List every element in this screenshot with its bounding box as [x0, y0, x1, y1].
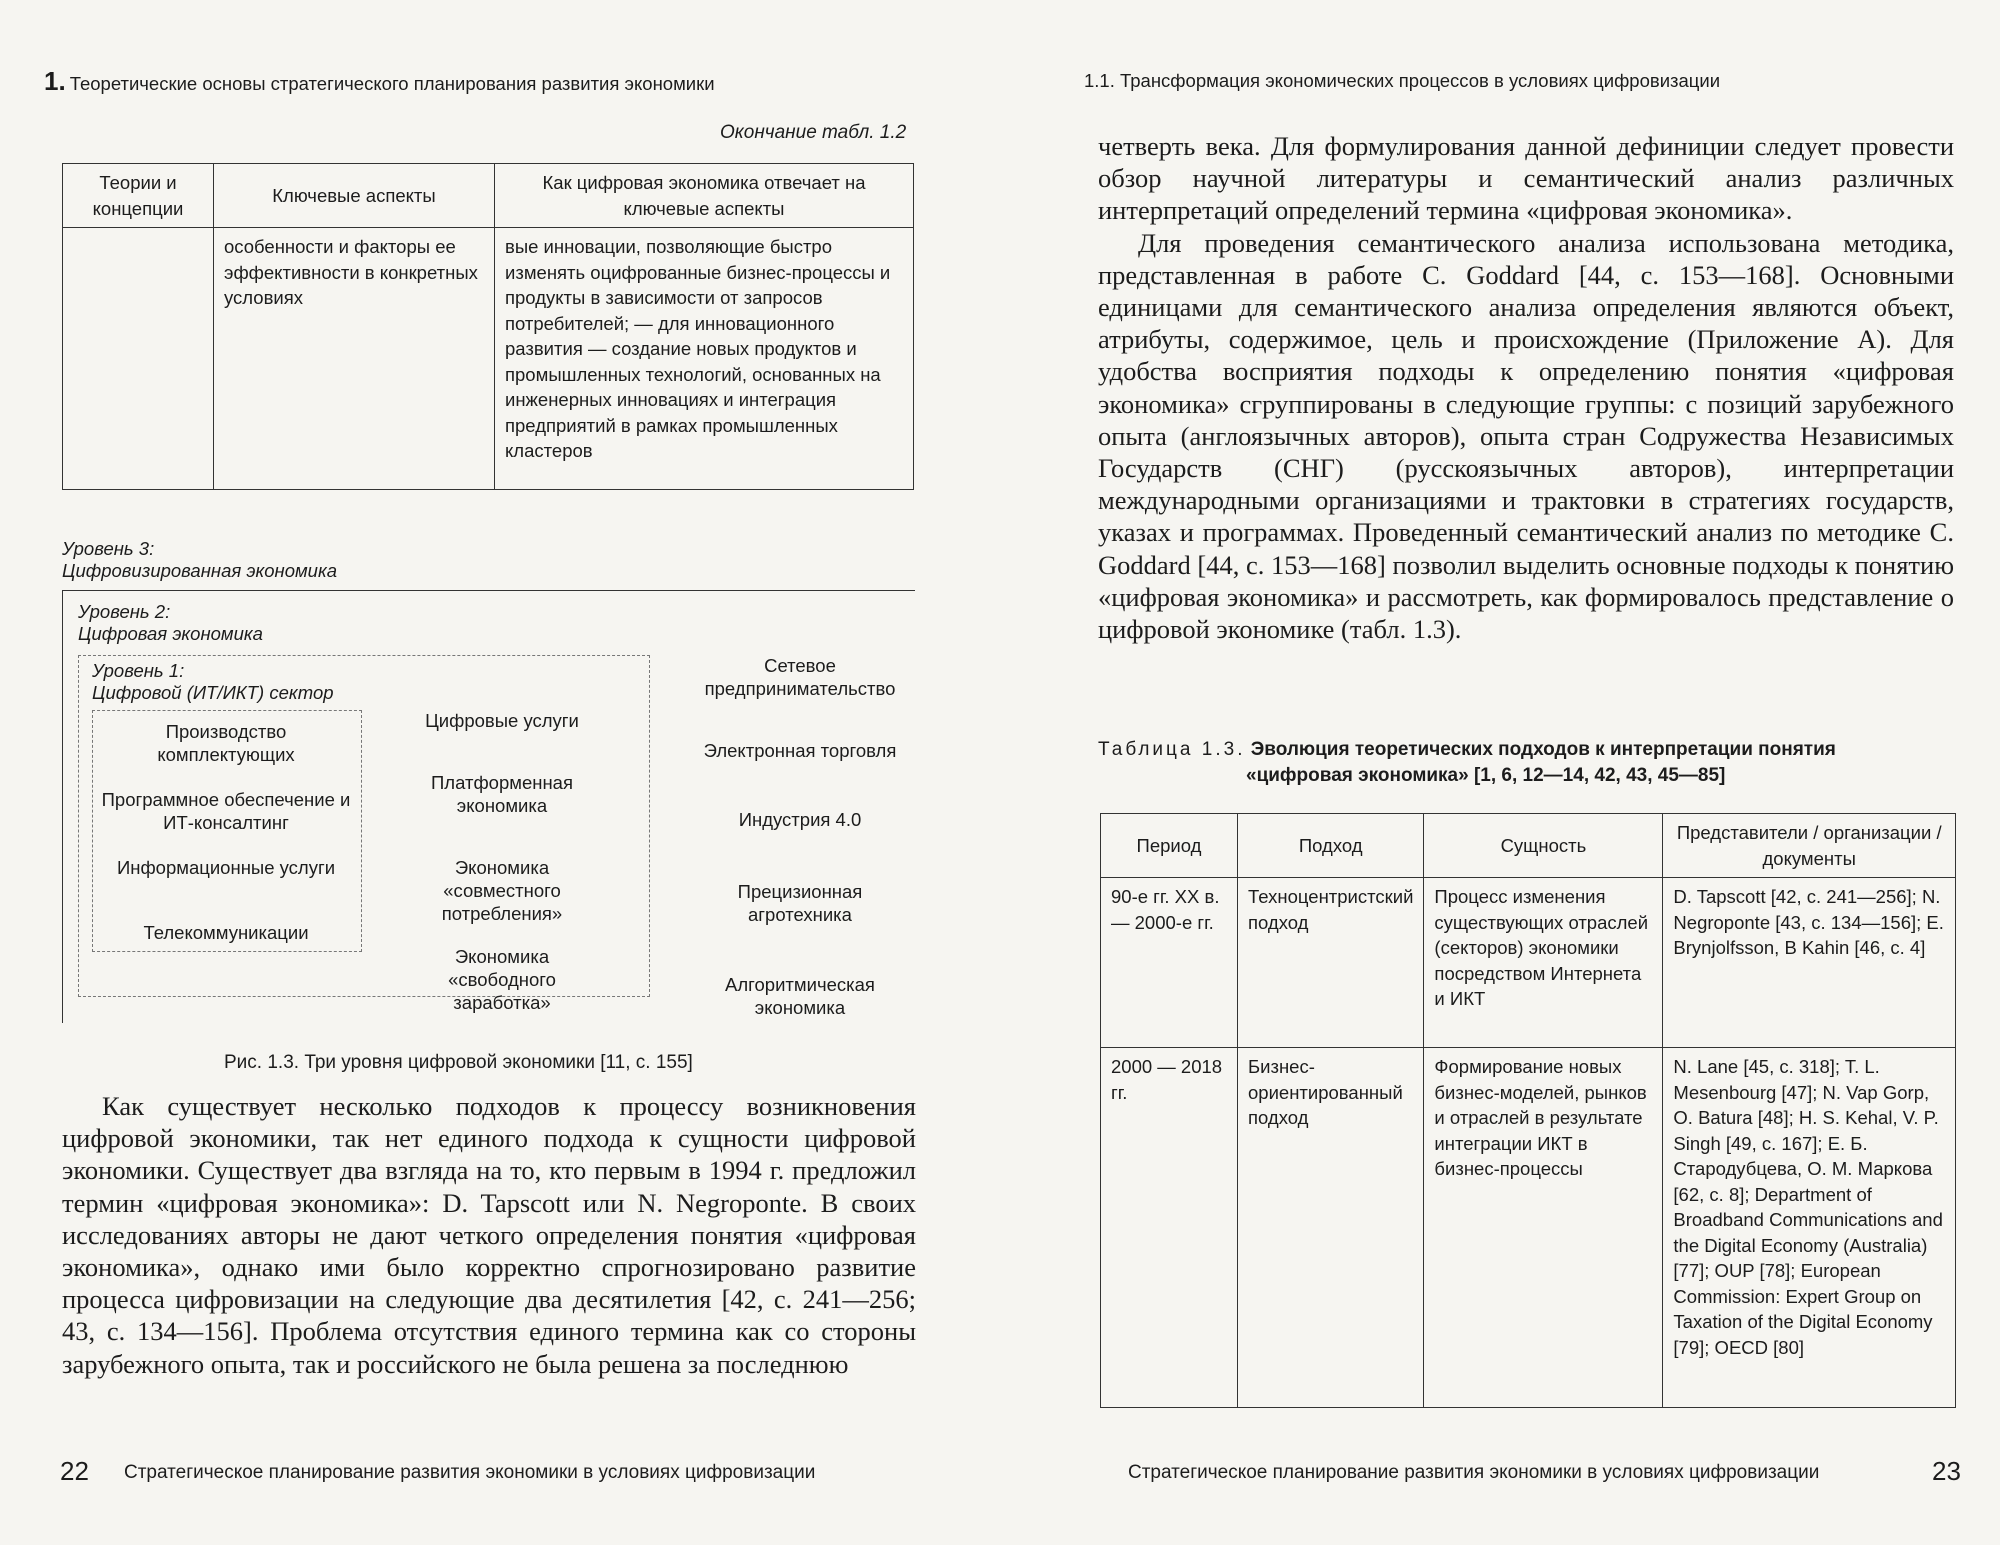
footer-right: Стратегическое планирование развития экономики в условиях цифровизации: [1128, 1462, 1820, 1483]
table-cell: D. Tapscott [42, с. 241—256]; N. Negroponte [43, с. 134—156]; E. Brynjolfsson, B Kahin [46, с. 4]: [1663, 878, 1956, 1048]
table-header: Теории и концепции: [63, 164, 214, 228]
table-header: Представители / организации / документы: [1663, 814, 1956, 878]
table-cell: Формирование новых бизнес-моделей, рынков и отраслей в результате интеграции ИКТ в бизнес-процессы: [1424, 1048, 1663, 1408]
level3-label: Уровень 3: Цифровизированная экономика: [62, 538, 337, 581]
table-continuation-caption: Окончание табл. 1.2: [720, 122, 907, 143]
paragraph: четверть века. Для формулирования данной дефиниции следует провести обзор научной литературы и семантический анализ различных интерпретаций определений термина «цифровая экономика».: [1098, 131, 1954, 226]
level3-item: Электронная торговля: [703, 740, 897, 761]
table-label: Таблица 1.3.: [1098, 739, 1246, 760]
chapter-title: Теоретические основы стратегического планирования развития экономики: [69, 73, 715, 94]
table-header: Период: [1101, 814, 1238, 878]
chapter-number: 1.: [44, 66, 66, 96]
level1-item: Производство комплектующих: [157, 721, 295, 765]
level3-item: Сетевое предпринимательство: [704, 655, 896, 699]
table-header: Как цифровая экономика отвечает на ключевые аспекты: [495, 164, 914, 228]
table-1-2-end: [62, 163, 914, 490]
footer-left: Стратегическое планирование развития экономики в условиях цифровизации: [124, 1462, 816, 1483]
level1-item: Программное обеспечение и ИТ-консалтинг: [101, 789, 351, 833]
level1-item: Информационные услуги: [116, 857, 336, 878]
table-row: [1101, 1048, 1956, 1408]
page-number-right: 23: [1932, 1456, 1961, 1486]
table-header-row: [63, 164, 914, 228]
table-cell: Процесс изменения существующих отраслей (секторов) экономики посредством Интернета и ИКТ: [1424, 878, 1663, 1048]
right-page: [1000, 0, 2000, 1545]
level2-item: Экономика «совместного потребления»: [441, 857, 563, 924]
table-header-row: [1101, 814, 1956, 878]
level1-item: Телекоммуникации: [143, 922, 309, 943]
level2-item: Цифровые услуги: [425, 710, 579, 731]
figure-three-levels: [62, 538, 922, 1026]
paragraph: Для проведения семантического анализа использована методика, представленная в работе C. Goddard [44, с. 153—168]. Основными единицами для семантического анализа определения являются объект, атрибуты, содержимое, цель и происхождение (Приложение А). Для удобства восприятия подходы к определению понятия «цифровая экономика» сгруппированы в следующие группы: с позиций зарубежного опыта (англоязычных авторов), опыта стран Содружества Независимых Государств (СНГ) (русскоязычных авторов), интерпретации международными организациями и трактовки в стратегиях государств, указах и программах. Проведенный семантический анализ по методике C. Goddard [44, с. 153—168] позволил выделить основные подходы к понятию «цифровая экономика» и рассмотреть, как формировалось представление о цифровой экономике (табл. 1.3).: [1098, 227, 1954, 645]
figure-caption: Рис. 1.3. Три уровня цифровой экономики [11, с. 155]: [224, 1052, 693, 1073]
table-header: Сущность: [1424, 814, 1663, 878]
table-1-3: [1100, 813, 1956, 1408]
table-header: Подход: [1238, 814, 1424, 878]
table-cell: 90-е гг. XX в. — 2000-е гг.: [1101, 878, 1238, 1048]
table-cell: N. Lane [45, с. 318]; T. L. Mesenbourg [47]; N. Vap Gorp, O. Batura [48]; H. S. Kehal, V. P. Singh [49, с. 167]; Е. Б. Стародубцева, О. М. Маркова [62, с. 8]; Department of Broadband Communications and the Digital Economy (Australia) [77]; OUP [78]; European Commission: Expert Group on Taxation of the Digital Economy [79]; OECD [80]: [1663, 1048, 1956, 1408]
table-cell: Бизнес-ориентированный подход: [1238, 1048, 1424, 1408]
table-title-line: Эволюция теоретических подходов к интерпретации понятия: [1250, 739, 1836, 760]
table-row: [1101, 878, 1956, 1048]
table-title: [1098, 737, 1954, 789]
level2-item: Платформенная экономика: [431, 772, 573, 816]
running-head-right: 1.1. Трансформация экономических процессов в условиях цифровизации: [1084, 70, 1721, 91]
level2-label: Уровень 2: Цифровая экономика: [78, 601, 263, 644]
page-number-left: 22: [60, 1456, 89, 1486]
level1-label: Уровень 1: Цифровой (ИТ/ИКТ) сектор: [92, 660, 334, 703]
right-body-text: [1098, 130, 1954, 645]
table-title-line: «цифровая экономика» [1, 6, 12—14, 42, 43, 45—85]: [1246, 765, 1726, 786]
left-body-text: Как существует несколько подходов к процессу возникновения цифровой экономики, так нет единого подхода к сущности цифровой экономики. Существует два взгляда на то, кто первым в 1994 г. предложил термин «цифровая экономика»: D. Tapscott или N. Negroponte. В своих исследованиях авторы не дают четкого определения понятия «цифровая экономика», однако ими было корректно спрогнозировано развитие процесса цифровизации на следующие два десятилетия [42, с. 241—256; 43, с. 134—156]. Проблема отсутствия единого термина как со стороны зарубежного опыта, так и российского не была решена за последнюю: [62, 1091, 916, 1379]
table-row: [63, 228, 914, 490]
level3-item: Прецизионная агротехника: [737, 881, 863, 925]
table-header: Ключевые аспекты: [214, 164, 495, 228]
running-head-left: [44, 66, 715, 97]
level2-item: Экономика «свободного заработка»: [448, 946, 556, 1013]
table-cell: [63, 228, 214, 490]
table-cell: Техноцентристский подход: [1238, 878, 1424, 1048]
level3-item: Индустрия 4.0: [738, 809, 862, 830]
table-cell: 2000 — 2018 гг.: [1101, 1048, 1238, 1408]
table-cell: вые инновации, позволяющие быстро изменять оцифрованные бизнес-процессы и продукты в зависимости от запросов потребителей; — для инновационного развития — создание новых продуктов и промышленных технологий, основанных на инженерных инновациях и интеграция предприятий в рамках промышленных кластеров: [495, 228, 914, 490]
table-cell: особенности и факторы ее эффективности в конкретных условиях: [214, 228, 495, 490]
level3-item: Алгоритмическая экономика: [725, 974, 875, 1018]
